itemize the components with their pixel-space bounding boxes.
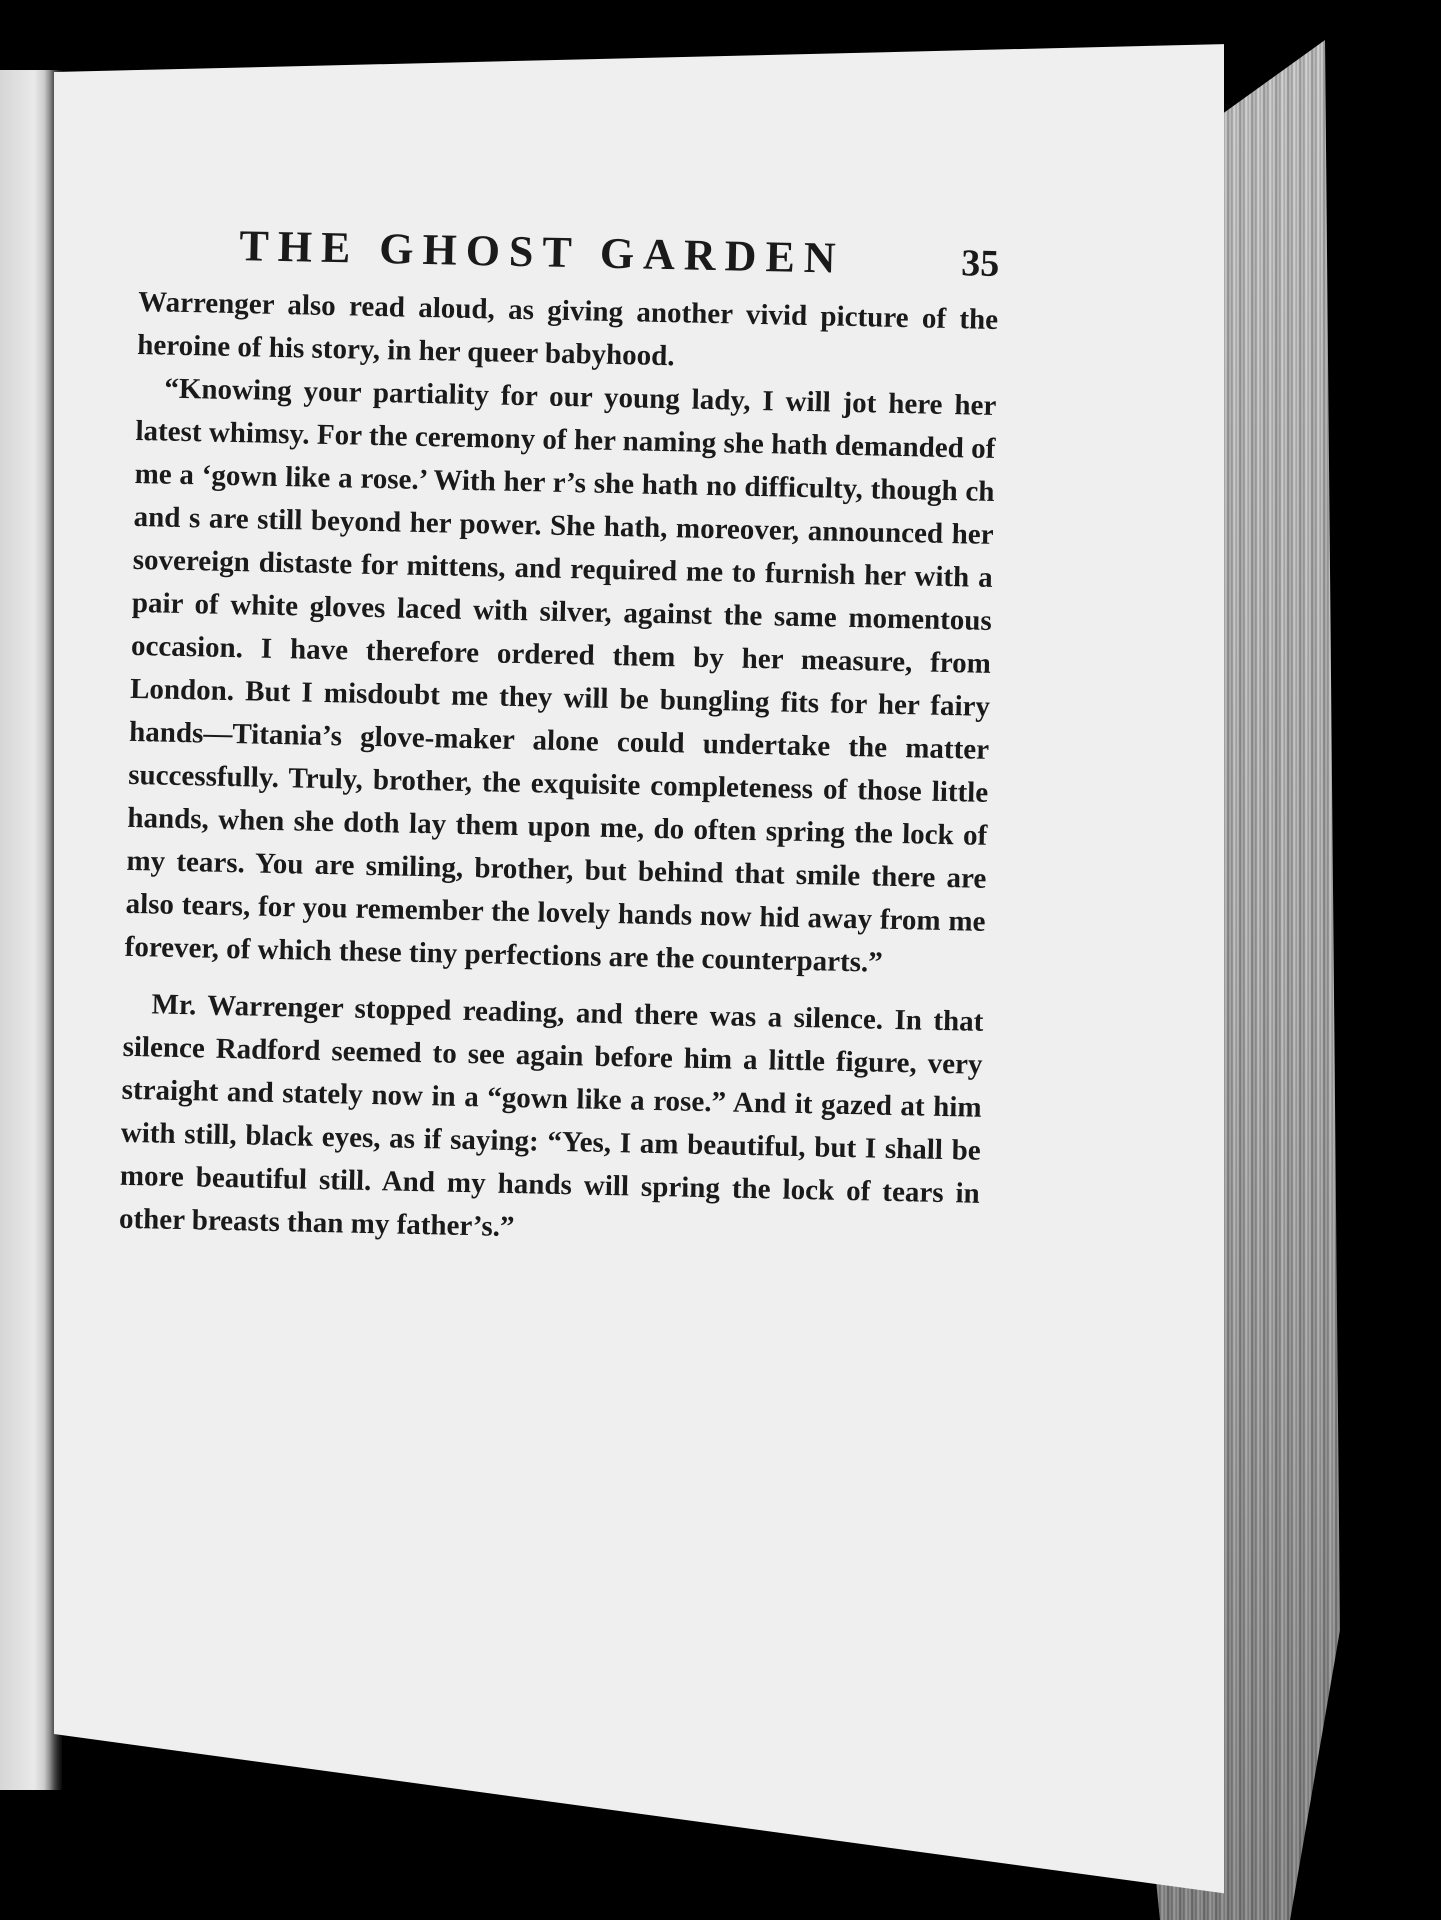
page-text-block xyxy=(119,218,1000,1259)
paragraph-3: Mr. Warrenger stopped reading, and there was a silence. In that silence Radford seemed to see again before him a little figure, very straight and stately now in a “gown like a rose.” And it gazed at him with still, black eyes, as if saying: “Yes, I am beautiful, but I shall be more beautiful still. And my hands will spring the lock of tears in other breasts than my father’s.” xyxy=(118,988,984,1244)
paragraph-1: Warrenger also read aloud, as giving another vivid picture of the heroine of his story, in her queer babyhood. xyxy=(137,285,999,373)
running-title: THE GHOST GARDEN xyxy=(238,221,846,283)
page-number: 35 xyxy=(960,242,1000,285)
paragraph-2-letter: “Knowing your partiality for our young lady, I will jot here her latest whimsy. For the ceremony of her naming she hath demanded of me a ‘gown like a rose.’ With her r’s she hath no difficulty, though ch and s are still beyond her power. She hath, moreover, announced her sovereign distaste for mittens, and required me to furnish her with a pair of white gloves laced with silver, against the same momentous occasion. I have therefore ordered them by her measure, from London. But I misdoubt me they will be bungling fits for her fairy hands—Titania’s glove-maker alone could undertake the matter successfully. Truly, brother, the exquisite completeness of those little hands, when she doth lay them upon me, do often spring the lock of my tears. You are smiling, brother, but behind that smile there are also tears, for you remember the lovely hands now hid away from me forever, of which these tiny perfections are the counterparts.” xyxy=(124,372,997,979)
